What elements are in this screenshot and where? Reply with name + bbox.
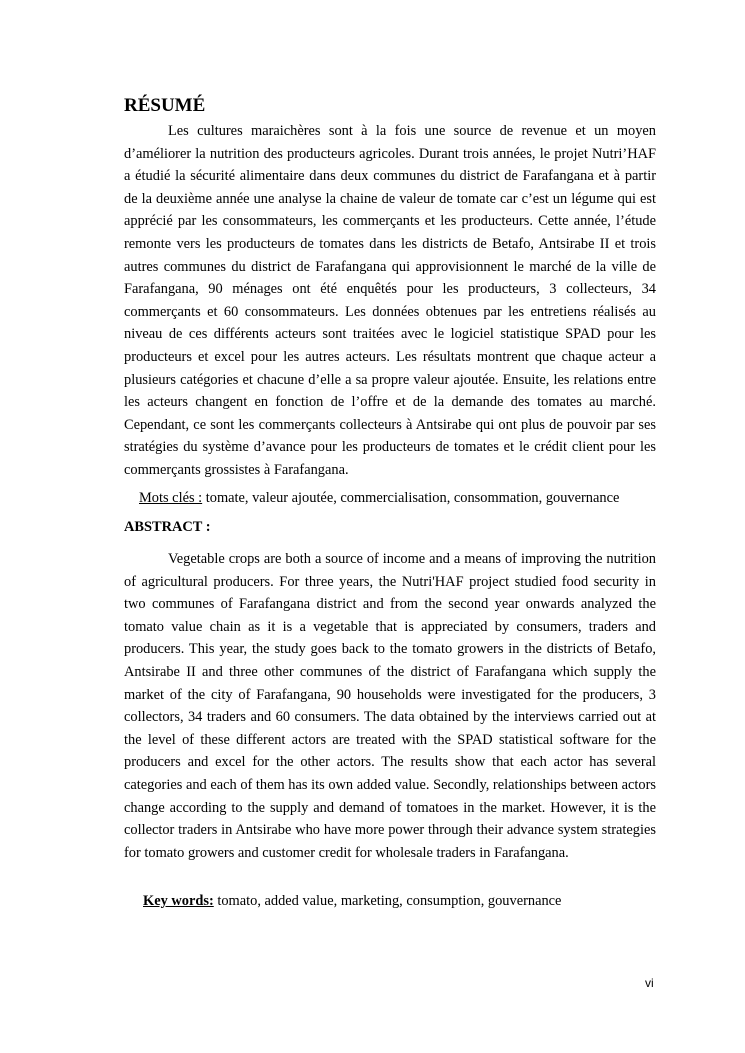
resume-section — [124, 120, 656, 482]
resume-keywords-text: tomate, valeur ajoutée, commercialisation, consommation, gouvernance — [202, 490, 620, 506]
abstract-keywords-label: Key words: — [143, 893, 214, 909]
resume-paragraph: Les cultures maraichères sont à la fois une source de revenue et un moyen d’améliorer la nutrition des producteurs agricoles. Durant trois années, le projet Nutri’HAF a étudié la sécurité alimentaire dans deux communes du district de Farafangana et à partir de la deuxième année une analyse la chaine de valeur de tomate car c’est un légume qui est apprécié par les consommateurs, les commerçants et les producteurs. Cette année, l’étude remonte vers les producteurs de tomates dans les districts de Betafo, Antsirabe II et trois autres communes du district de Farafangana qui approvisionnent le marché de la ville de Farafangana, 90 ménages ont été enquêtés pour les producteurs, 3 collecteurs, 34 commerçants et 60 consommateurs. Les données obtenues par les entretiens réalisés au niveau de ces différents acteurs sont traitées avec le logiciel statistique SPAD pour les producteurs et excel pour les autres acteurs. Les résultats montrent que chaque acteur a plusieurs catégories et chacune d’elle a sa propre valeur ajoutée. Ensuite, les relations entre les acteurs changent en fonction de l’offre et de la demande des tomates au marché. Cependant, ce sont les commerçants collecteurs à Antsirabe qui ont plus de pouvoir par ses stratégies du système d’avance pour les producteurs de tomates et le crédit client pour les commerçants grossistes à Farafangana. — [124, 123, 656, 478]
page-number: vi — [645, 976, 654, 990]
abstract-paragraph: Vegetable crops are both a source of income and a means of improving the nutrition of agricultural producers. For three years, the Nutri'HAF project studied food security in two communes of Farafangana district and from the second year onwards analyzed the tomato value chain as it is a vegetable that is appreciated by consumers, traders and producers. This year, the study goes back to the tomato growers in the districts of Betafo, Antsirabe II and three other communes of the district of Farafangana which supply the market of the city of Farafangana, 90 households were investigated for the producers, 3 collectors, 34 traders and 60 consumers. The data obtained by the interviews carried out at the level of these different actors are treated with the SPAD statistical software for the producers and excel for the other actors. The results show that each actor has several categories and each of them has its own added value. Secondly, relationships between actors change according to the supply and demand of tomatoes in the market. However, it is the collector traders in Antsirabe who have more power through their advance system strategies for tomato growers and customer credit for wholesale traders in Farafangana. — [124, 551, 656, 861]
abstract-section — [124, 548, 656, 864]
abstract-keywords-text: tomato, added value, marketing, consumption, gouvernance — [213, 893, 562, 909]
resume-keywords-label: Mots clés : — [139, 490, 203, 506]
resume-keywords — [139, 488, 619, 508]
abstract-title: ABSTRACT : — [124, 519, 211, 535]
resume-title: RÉSUMÉ — [124, 95, 206, 116]
abstract-keywords — [143, 891, 561, 911]
